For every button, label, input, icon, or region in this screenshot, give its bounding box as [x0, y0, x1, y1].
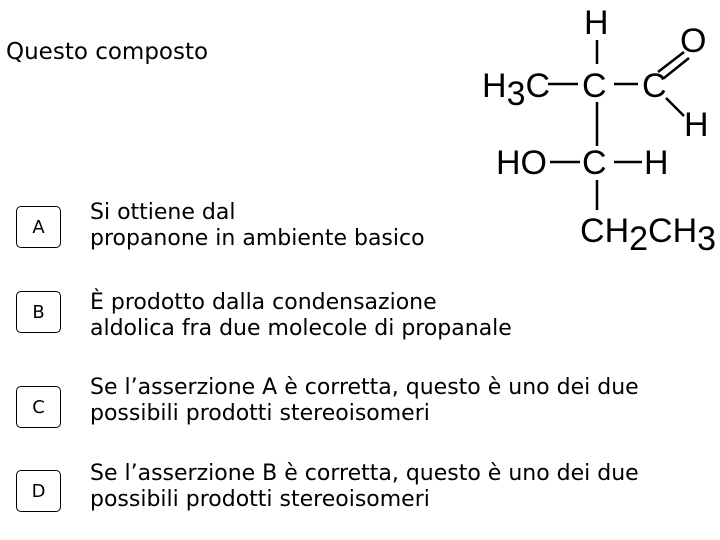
option-d-line1: Se l’asserzione B è corretta, questo è uno dei due — [90, 461, 639, 486]
option-b-letter-box[interactable] — [16, 291, 61, 333]
atom-c3: C — [582, 144, 607, 182]
option-a-line1: Si ottiene dal — [90, 200, 236, 225]
option-d-text[interactable] — [90, 461, 690, 513]
bond-c1-h — [666, 98, 684, 116]
atom-c1: C — [642, 67, 667, 105]
option-c-line2: possibili prodotti stereoisomeri — [90, 401, 430, 426]
option-b-line1: È prodotto dalla condensazione — [90, 290, 437, 315]
option-b-line2: aldolica fra due molecole di propanale — [90, 316, 512, 341]
bond-c1-o-b — [664, 58, 689, 78]
option-c-letter: C — [32, 396, 45, 418]
option-a-text[interactable] — [90, 200, 690, 252]
atom-methyl-h: H3C — [482, 67, 551, 113]
option-d-letter-box[interactable] — [16, 470, 61, 512]
option-c-line1: Se l’asserzione A è corretta, questo è uno dei due — [90, 375, 639, 400]
group-ethyl: CH2CH3 — [580, 212, 717, 258]
option-b-text[interactable] — [90, 290, 690, 342]
option-c-text[interactable] — [90, 375, 690, 427]
option-c-letter-box[interactable] — [16, 386, 61, 428]
option-a-line2: propanone in ambiente basico — [90, 226, 425, 251]
option-a-letter-box[interactable] — [16, 206, 61, 248]
option-a-letter: A — [32, 216, 45, 238]
option-d-letter: D — [31, 480, 46, 502]
atom-h-top: H — [584, 4, 609, 42]
option-b-letter: B — [32, 301, 45, 323]
atom-o: O — [680, 22, 707, 60]
atom-c2: C — [582, 67, 607, 105]
atom-h-c3: H — [644, 144, 669, 182]
question-title: Questo composto — [6, 39, 209, 65]
atom-h-aldehyde: H — [684, 106, 709, 144]
group-ho: HO — [496, 144, 547, 182]
option-d-line2: possibili prodotti stereoisomeri — [90, 487, 430, 512]
